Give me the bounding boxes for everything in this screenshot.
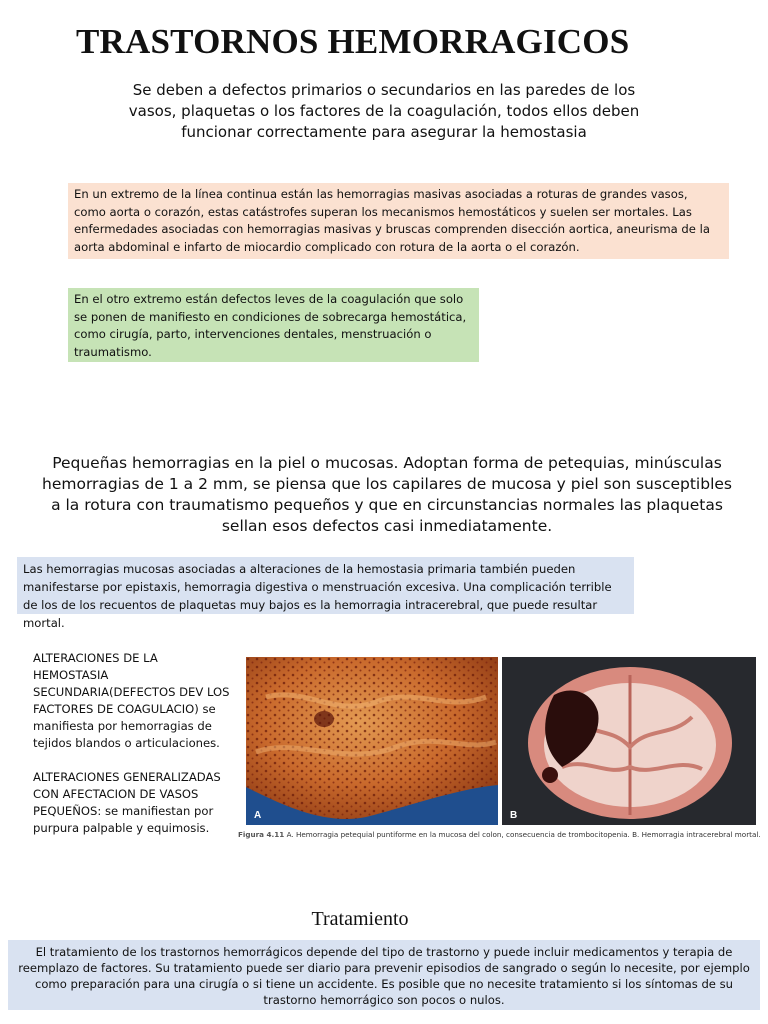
mild-coagulation-box: En el otro extremo están defectos leves de la coagulación que solo se ponen de manifiesto en condiciones de sobrecarga hemostática, como cirugía, parto, intervenciones dentales, menstruación o traumatismo.	[68, 288, 479, 362]
figure-caption-number: Figura 4.11	[238, 830, 285, 839]
colon-mucosa-image	[246, 657, 498, 825]
intro-text: Se deben a defectos primarios o secundarios en las paredes de los vasos, plaquetas o los factores de la coagulación, todos ellos deben funcionar correctamente para asegurar la hemostasia	[128, 81, 640, 141]
secondary-hemostasis-text: ALTERACIONES DE LA HEMOSTASIA SECUNDARIA(DEFECTOS DEV LOS FACTORES DE COAGULACIO) se manifiesta por hemorragias de tejidos blandos o articulaciones.	[33, 651, 230, 750]
brain-hemorrhage-illustration	[502, 657, 756, 825]
massive-hemorrhage-box: En un extremo de la línea continua están las hemorragias masivas asociadas a roturas de grandes vasos, como aorta o corazón, estas catástrofes superan los mecanismos hemostáticos y suelen ser mortales. Las enfermedades asociadas con hemorragias masivas y bruscas comprenden disección aortica, aneurisma de la aorta abdominal e infarto de miocardio complicado con rotura de la aorta o el corazón.	[68, 183, 729, 259]
figure	[238, 657, 761, 847]
page-title: TRASTORNOS HEMORRAGICOS	[76, 22, 630, 61]
brain-section-image	[502, 657, 756, 825]
figure-caption	[238, 830, 761, 839]
generalized-alterations-text: ALTERACIONES GENERALIZADAS CON AFECTACION DE VASOS PEQUEÑOS: se manifiestan por purpura palpable y equimosis.	[33, 770, 221, 835]
figure-label-b: B	[510, 810, 518, 821]
figure-caption-text: A. Hemorragia petequial puntiforme en la mucosa del colon, consecuencia de trombocitopenia. B. Hemorragia intracerebral mortal.	[286, 830, 761, 839]
colon-mucosa-illustration	[246, 657, 498, 825]
alterations-column	[33, 650, 233, 854]
petechiae-text: Pequeñas hemorragias en la piel o mucosas. Adoptan forma de petequias, minúsculas hemorragias de 1 a 2 mm, se piensa que los capilares de mucosa y piel son susceptibles a la rotura con traumatismo pequeños y que en circunstancias normales las plaquetas sellan esos defectos casi inmediatamente.	[42, 454, 732, 535]
figure-label-a: A	[254, 810, 262, 821]
mucosal-hemorrhage-box: Las hemorragias mucosas asociadas a alteraciones de la hemostasia primaria también pueden manifestarse por epistaxis, hemorragia digestiva o menstruación excesiva. Una complicación terrible de los de los recuentos de plaquetas muy bajos es la hemorragia intracerebral, que puede resultar mortal.	[17, 557, 634, 614]
treatment-box: El tratamiento de los trastornos hemorrágicos depende del tipo de trastorno y puede incluir medicamentos y terapia de reemplazo de factores. Su tratamiento puede ser diario para prevenir episodios de sangrado o según lo necesite, por ejemplo como preparación para una cirugía o si tiene un accidente. Es posible que no necesite tratamiento si los síntomas de su trastorno hemorrágico son pocos o nulos.	[8, 940, 760, 1010]
treatment-heading: Tratamiento	[311, 908, 409, 930]
